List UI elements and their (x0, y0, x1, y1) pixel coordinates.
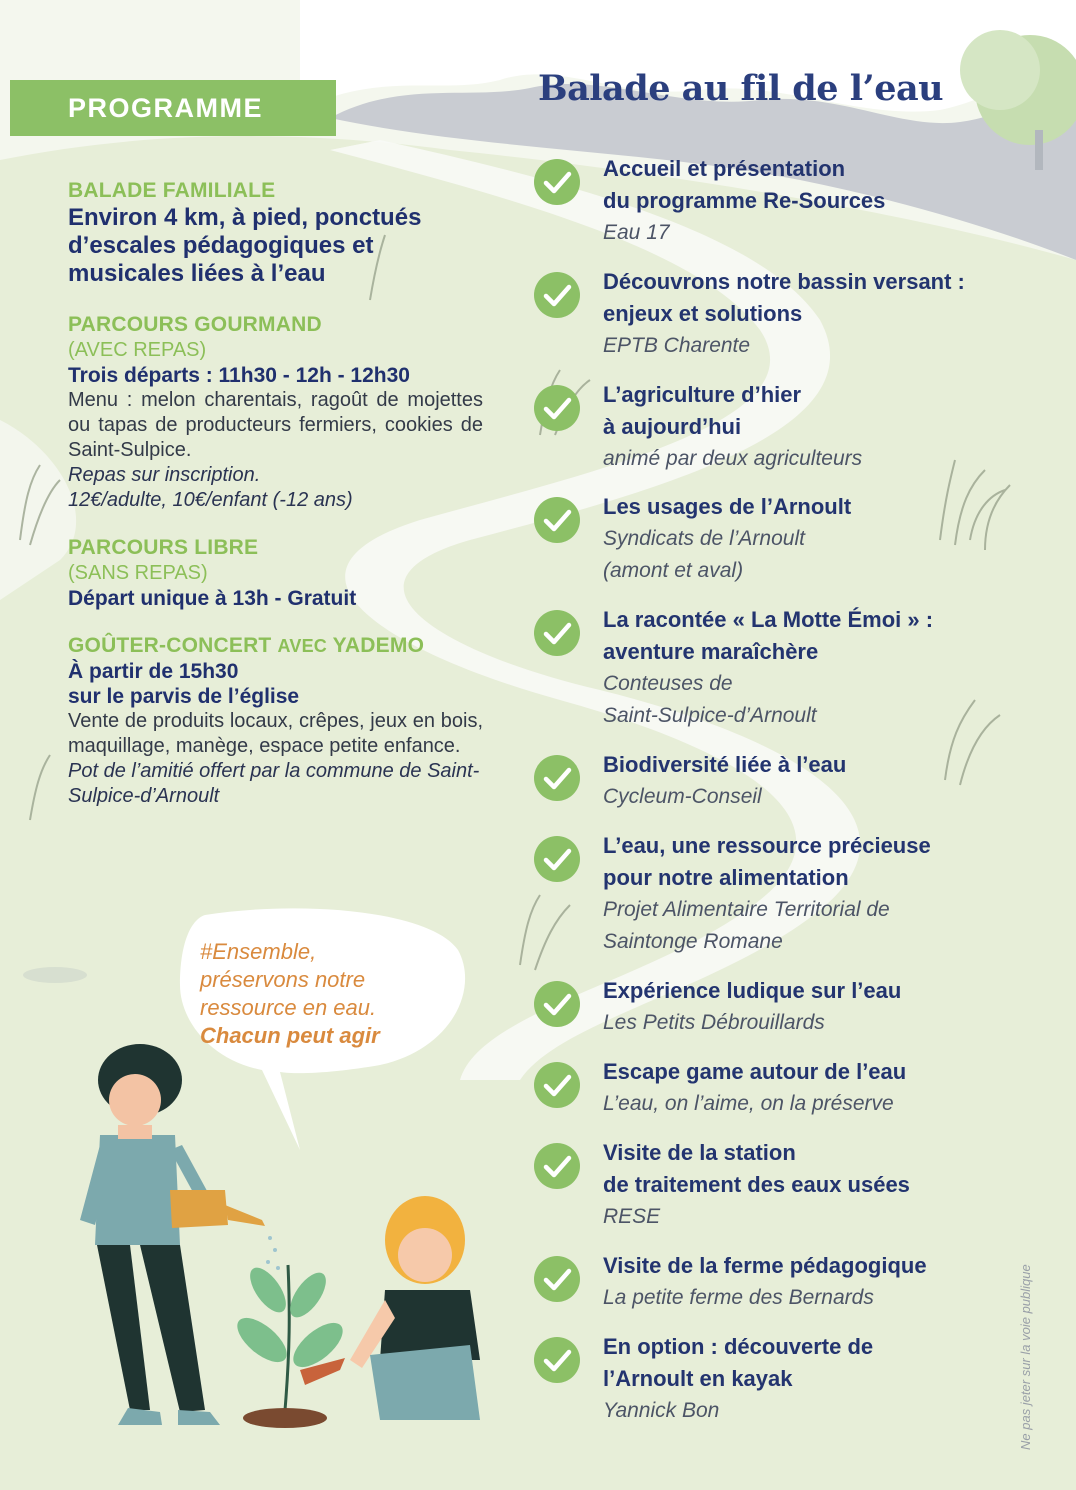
item-title: à aujourd’hui (603, 414, 742, 439)
left-column (68, 178, 483, 825)
item-title: En option : découverte de (603, 1334, 874, 1359)
section-subtitle: (AVEC REPAS) (68, 339, 207, 361)
item-title: Visite de la station (603, 1140, 796, 1165)
item-title: Expérience ludique sur l’eau (603, 978, 902, 1003)
item-subtitle: Saintonge Romane (603, 930, 783, 953)
check-icon (534, 1143, 580, 1189)
item-title: l’Arnoult en kayak (603, 1366, 793, 1391)
side-note: Ne pas jeter sur la voie publique (1018, 1264, 1033, 1450)
item-title: Biodiversité liée à l’eau (603, 752, 847, 777)
item-subtitle: Saint-Sulpice-d’Arnoult (603, 704, 817, 727)
check-icon (534, 1256, 580, 1302)
program-item-text (603, 491, 1033, 587)
bubble-line: #Ensemble, (200, 939, 317, 964)
program-item-text (603, 975, 1033, 1039)
item-title: Accueil et présentation (603, 156, 846, 181)
item-title: Découvrons notre bassin versant : (603, 269, 965, 294)
item-subtitle: Eau 17 (603, 221, 670, 244)
main-title: Balade au fil de l’eau (538, 68, 944, 109)
item-subtitle: Projet Alimentaire Territorial de (603, 898, 890, 921)
item-subtitle: La petite ferme des Bernards (603, 1286, 874, 1309)
section-pot: Pot de l’amitié offert par la commune de Saint-Sulpice-d’Arnoult (68, 760, 480, 807)
section-title (68, 633, 483, 659)
item-title: enjeux et solutions (603, 301, 803, 326)
check-icon (534, 385, 580, 431)
program-item-text (603, 153, 1033, 249)
program-item-text (603, 1056, 1033, 1120)
item-title: du programme Re-Sources (603, 188, 886, 213)
section-subtitle: (SANS REPAS) (68, 562, 208, 584)
section-balade-familiale (68, 178, 483, 288)
programme-banner: PROGRAMME (10, 80, 336, 136)
section-place: sur le parvis de l’église (68, 685, 300, 708)
item-title: Visite de la ferme pédagogique (603, 1253, 927, 1278)
check-icon (534, 272, 580, 318)
check-icon (534, 755, 580, 801)
program-item-text (603, 1137, 1033, 1233)
item-subtitle: Les Petits Débrouillards (603, 1011, 825, 1034)
section-gouter-concert (68, 633, 483, 809)
check-icon (534, 1337, 580, 1383)
check-icon (534, 497, 580, 543)
speech-bubble (200, 938, 450, 1050)
item-subtitle: L’eau, on l’aime, on la préserve (603, 1092, 894, 1115)
item-title: aventure maraîchère (603, 639, 819, 664)
item-subtitle: animé par deux agriculteurs (603, 447, 863, 470)
bubble-line-strong: Chacun peut agir (200, 1023, 380, 1048)
section-description: Environ 4 km, à pied, ponctués d’escales pédagogiques et musicales liées à l’eau (68, 204, 422, 287)
item-subtitle: Syndicats de l’Arnoult (603, 527, 805, 550)
program-item-text (603, 749, 1033, 813)
section-times: Trois départs : 11h30 - 12h - 12h30 (68, 364, 410, 387)
program-item-text (603, 604, 1033, 732)
item-subtitle: Yannick Bon (603, 1399, 720, 1422)
item-subtitle: EPTB Charente (603, 334, 751, 357)
item-subtitle: Conteuses de (603, 672, 733, 695)
item-title: L’agriculture d’hier (603, 382, 802, 407)
item-subtitle: (amont et aval) (603, 559, 744, 582)
item-title: pour notre alimentation (603, 865, 849, 890)
section-title: PARCOURS LIBRE (68, 536, 259, 559)
item-title: L’eau, une ressource précieuse (603, 833, 931, 858)
bubble-line: préservons notre (200, 967, 366, 992)
program-item-text (603, 830, 1033, 958)
check-icon (534, 610, 580, 656)
title-part: YADEMO (332, 634, 425, 657)
check-icon (534, 1062, 580, 1108)
item-title: de traitement des eaux usées (603, 1172, 910, 1197)
section-parcours-gourmand (68, 312, 483, 513)
check-icon (534, 159, 580, 205)
section-description: Vente de produits locaux, crêpes, jeux en bois, maquillage, manège, espace petite enfance. (68, 710, 483, 757)
check-icon (534, 836, 580, 882)
item-subtitle: Cycleum-Conseil (603, 785, 762, 808)
item-title: Escape game autour de l’eau (603, 1059, 907, 1084)
section-title: PARCOURS GOURMAND (68, 313, 322, 336)
program-item-text (603, 1331, 1033, 1427)
program-item-text (603, 1250, 1033, 1314)
item-title: La racontée « La Motte Émoi » : (603, 607, 934, 632)
section-price: 12€/adulte, 10€/enfant (-12 ans) (68, 489, 353, 511)
check-icon (534, 981, 580, 1027)
item-subtitle: RESE (603, 1205, 661, 1228)
bubble-line: ressource en eau. (200, 995, 377, 1020)
program-item-text (603, 379, 1033, 475)
title-part: AVEC (277, 636, 327, 656)
section-title: BALADE FAMILIALE (68, 179, 276, 202)
section-depart: Départ unique à 13h - Gratuit (68, 587, 357, 610)
section-menu: Menu : melon charentais, ragoût de mojettes ou tapas de producteurs fermiers, cookies de Saint-Sulpice. (68, 389, 483, 461)
section-parcours-libre (68, 535, 483, 611)
item-title: Les usages de l’Arnoult (603, 494, 852, 519)
section-time: À partir de 15h30 (68, 660, 239, 683)
section-inscription: Repas sur inscription. (68, 464, 261, 486)
program-item-text (603, 266, 1033, 362)
title-part: GOÛTER-CONCERT (68, 634, 272, 657)
